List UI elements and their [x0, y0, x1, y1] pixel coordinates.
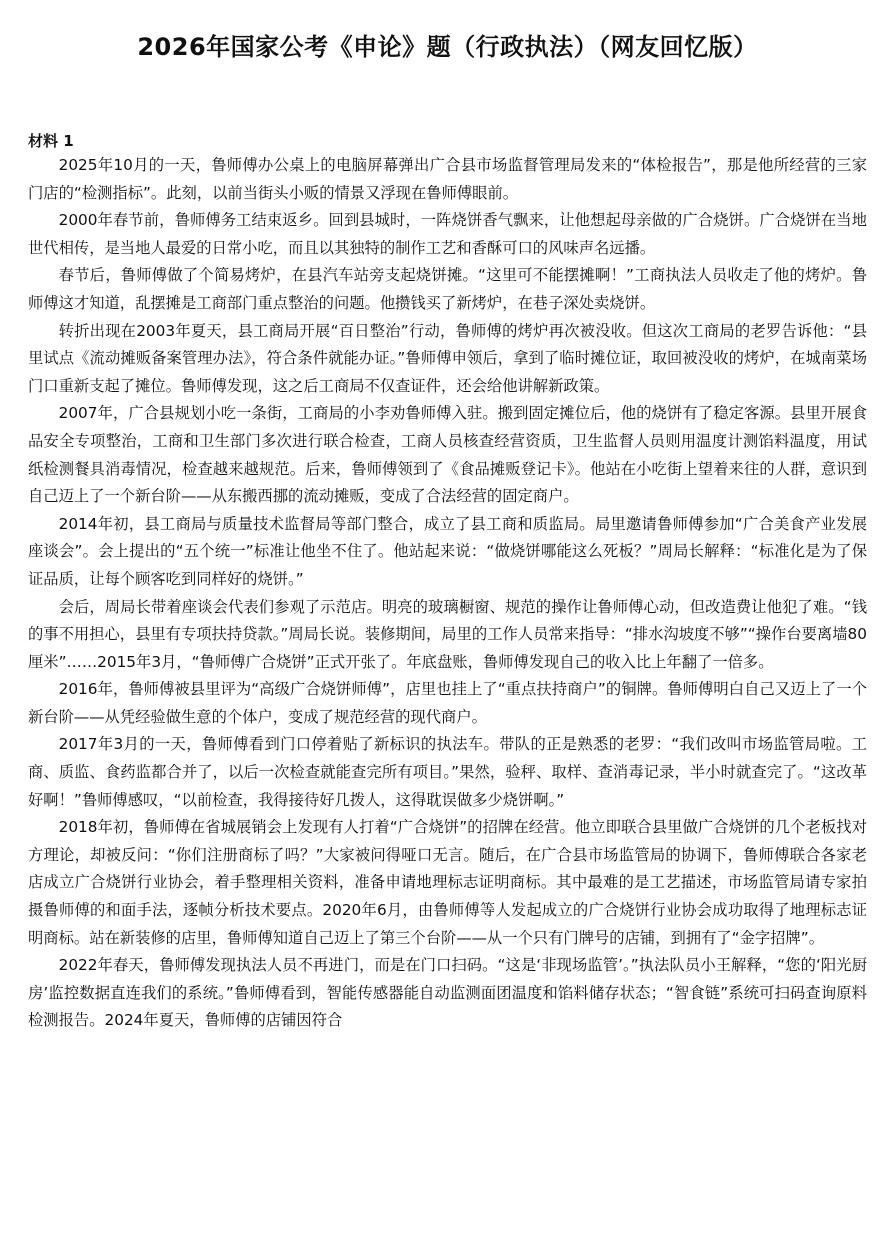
paragraph: 春节后，鲁师傅做了个简易烤炉，在县汽车站旁支起烧饼摊。“这里可不能摆摊啊！”工商执法人员收走了他的烤炉。鲁师傅这才知道，乱摆摊是工商部门重点整治的问题。他攒钱买了新烤炉，在巷子深处卖烧饼。 [28, 266, 867, 312]
paragraph: 2014年初，县工商局与质量技术监督局等部门整合，成立了县工商和质监局。局里邀请鲁师傅参加“广合美食产业发展座谈会”。会上提出的“五个统一”标准让他坐不住了。他站起来说：“做烧饼哪能这么死板？”周局长解释：“标准化是为了保证品质，让每个顾客吃到同样好的烧饼。” [28, 514, 867, 588]
paragraph: 2007年，广合县规划小吃一条街，工商局的小李劝鲁师傅入驻。搬到固定摊位后，他的烧饼有了稳定客源。县里开展食品安全专项整治，工商和卫生部门多次进行联合检查，工商人员核查经营资质，卫生监督人员则用温度计测馅料温度，用试纸检测餐具消毒情况，检查越来越规范。后来，鲁师傅领到了《食品摊贩登记卡》。他站在小吃街上望着来往的人群，意识到自己迈上了一个新台阶——从东搬西挪的流动摊贩，变成了合法经营的固定商户。 [28, 404, 867, 506]
paragraph: 2000年春节前，鲁师傅务工结束返乡。回到县城时，一阵烧饼香气飘来，让他想起母亲做的广合烧饼。广合烧饼在当地世代相传，是当地人最爱的日常小吃，而且以其独特的制作工艺和香酥可口的风味声名远播。 [28, 211, 867, 257]
material-label: 材料 1 [28, 132, 74, 150]
paragraph: 2016年，鲁师傅被县里评为“高级广合烧饼师傅”，店里也挂上了“重点扶持商户”的铜牌。鲁师傅明白自己又迈上了一个新台阶——从凭经验做生意的个体户，变成了规范经营的现代商户。 [28, 680, 867, 726]
paragraph: 转折出现在2003年夏天，县工商局开展“百日整治”行动，鲁师傅的烤炉再次被没收。但这次工商局的老罗告诉他：“县里试点《流动摊贩备案管理办法》，符合条件就能办证。”鲁师傅申领后，拿到了临时摊位证，取回被没收的烤炉，在城南菜场门口重新支起了摊位。鲁师傅发现，这之后工商局不仅查证件，还会给他讲解新政策。 [28, 321, 867, 395]
paragraph: 2022年春天，鲁师傅发现执法人员不再进门，而是在门口扫码。“这是‘非现场监管’。”执法队员小王解释，“您的‘阳光厨房’监控数据直连我们的系统。”鲁师傅看到，智能传感器能自动监测面团温度和馅料储存状态；“智食链”系统可扫码查询原料检测报告。2024年夏天，鲁师傅的店铺因符合 [28, 956, 867, 1030]
document-title: 2026年国家公考《申论》题（行政执法）（网友回忆版） [137, 33, 758, 61]
paragraph: 会后，周局长带着座谈会代表们参观了示范店。明亮的玻璃橱窗、规范的操作让鲁师傅心动，但改造费让他犯了难。“钱的事不用担心，县里有专项扶持贷款。”周局长说。装修期间，局里的工作人员常来指导：“排水沟坡度不够”“操作台要离墙80厘米”……2015年3月，“鲁师傅广合烧饼”正式开张了。年底盘账，鲁师傅发现自己的收入比上年翻了一倍多。 [28, 597, 867, 671]
paragraph: 2017年3月的一天，鲁师傅看到门口停着贴了新标识的执法车。带队的正是熟悉的老罗：“我们改叫市场监管局啦。工商、质监、食药监都合并了，以后一次检查就能查完所有项目。”果然，验秤、取样、查消毒记录，半小时就查完了。“这改革好啊！”鲁师傅感叹，“以前检查，我得接待好几拨人，这得耽误做多少烧饼啊。” [28, 735, 867, 809]
document-body [28, 152, 867, 1035]
paragraph: 2018年初，鲁师傅在省城展销会上发现有人打着“广合烧饼”的招牌在经营。他立即联合县里做广合烧饼的几个老板找对方理论，却被反问：“你们注册商标了吗？”大家被问得哑口无言。随后，在广合县市场监管局的协调下，鲁师傅联合各家老店成立广合烧饼行业协会，着手整理相关资料，准备申请地理标志证明商标。其中最难的是工艺描述，市场监管局请专家拍摄鲁师傅的和面手法，逐帧分析技术要点。2020年6月，由鲁师傅等人发起成立的广合烧饼行业协会成功取得了地理标志证明商标。站在新装修的店里，鲁师傅知道自己迈上了第三个台阶——从一个只有门牌号的店铺，到拥有了“金字招牌”。 [28, 818, 867, 947]
paragraph: 2025年10月的一天，鲁师傅办公桌上的电脑屏幕弹出广合县市场监督管理局发来的“体检报告”，那是他所经营的三家门店的“检测指标”。此刻，以前当街头小贩的情景又浮现在鲁师傅眼前。 [28, 156, 867, 202]
